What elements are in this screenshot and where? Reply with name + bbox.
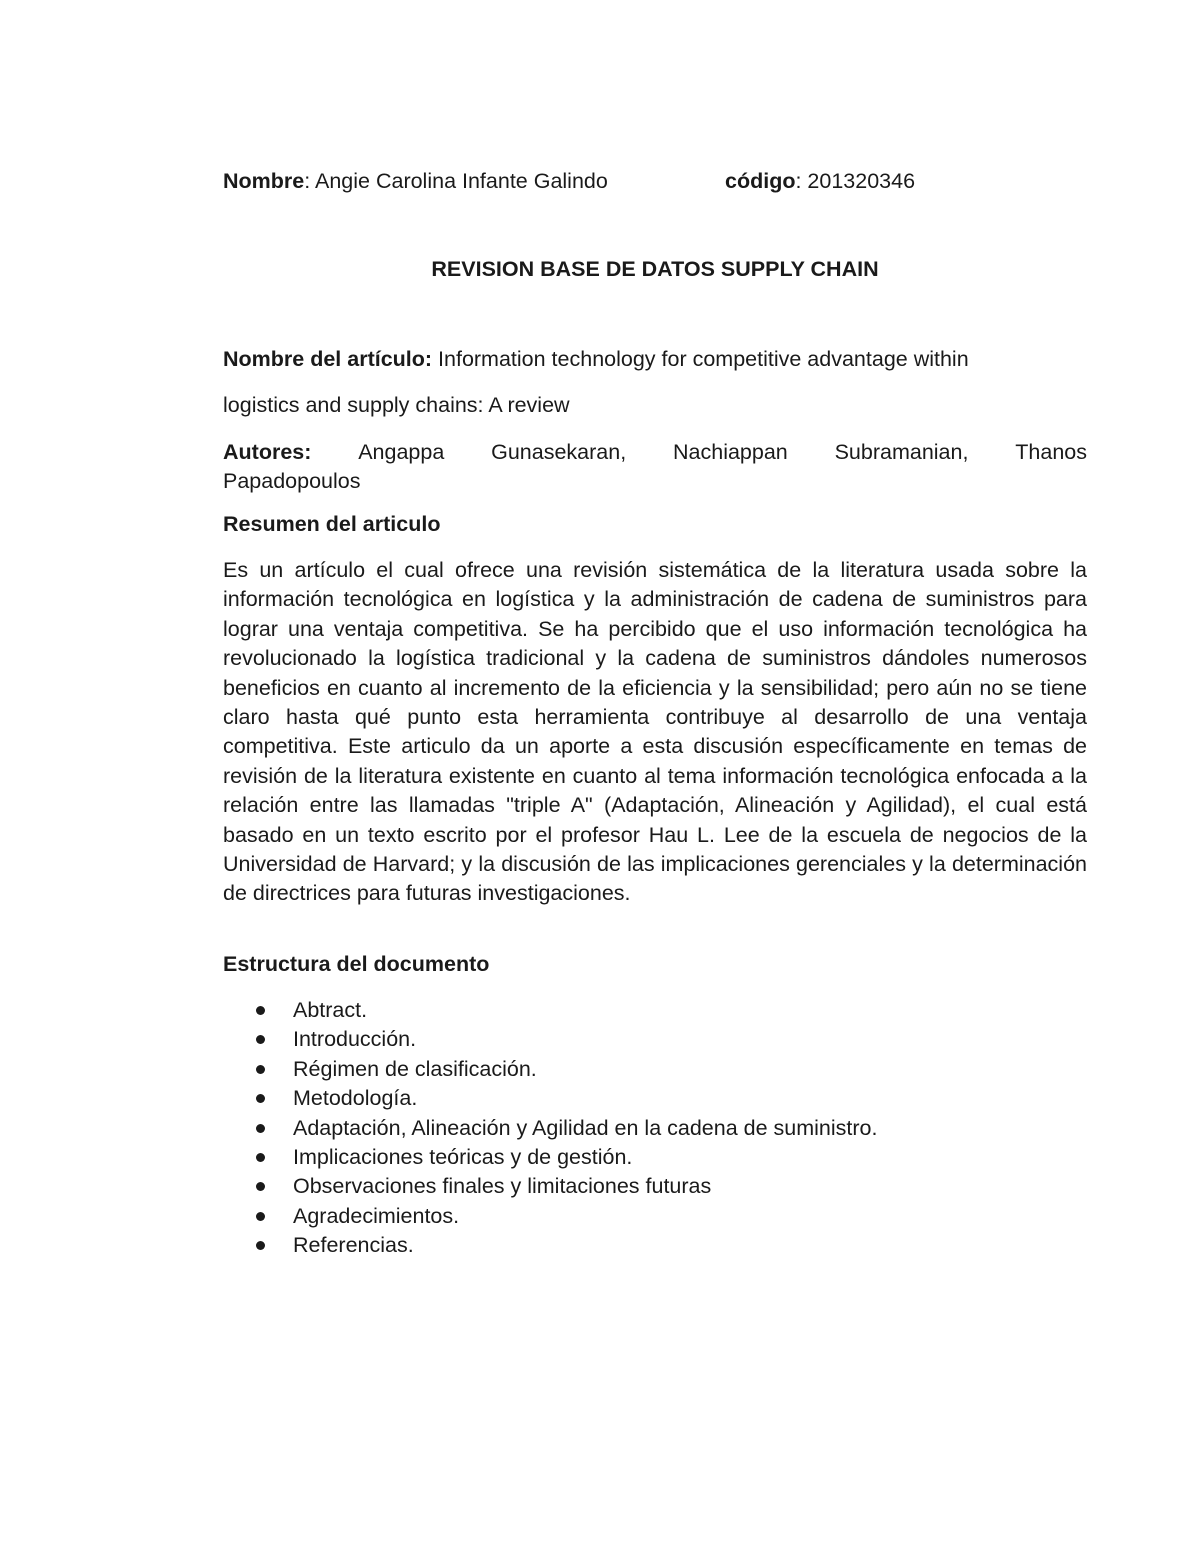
article-name-continued	[223, 393, 570, 418]
student-name	[223, 169, 608, 194]
article-name	[223, 347, 969, 372]
authors	[223, 438, 1087, 496]
document-page: Nombre: Angie Carolina Infante Galindo código: 201320346 REVISION BASE DE DATOS SUPPLY CHAIN Nombre del artículo: Information technology for competitive advantage within logistics and supply chains: A review Autores: Angappa Gunasekaran, Nachiappan Subramanian, Thanos Papadopoulos Resumen del articulo Es un artículo el cual ofrece una revisión sistemática de la literatura usada sobre la información tecnológica en logística y la administración de cadena de suministros para lograr una ventaja competitiva. Se ha percibido que el uso información tecnológica ha revolucionado la logística tradicional y la cadena de suministros dándoles numerosos beneficios en cuanto al incremento de la eficiencia y la sensibilidad; pero aún no se tiene claro hasta qué punto esta herramienta contribuye al desarrollo de una ventaja competitiva. Este articulo da un aporte a esta discusión específicamente en temas de revisión de la literatura existente en cuanto al tema información tecnológica enfocada a la relación entre las llamadas "triple A" (Adaptación, Alineación y Agilidad), el cual está basado en un texto escrito por el profesor Hau L. Lee de la escuela de negocios de la Universidad de Harvard; y la discusión de las implicaciones gerenciales y la determinación de directrices para futuras investigaciones. Estructura del documento Abtract. Introducción. Régimen de clasificación. Metodología. Adaptación, Alineación y Agilidad en la cadena de suministro. Implicaciones teóricas y de gestión. Observaciones finales y limitaciones futuras Agradecimientos. Referencias.	[0, 0, 1200, 1553]
bullet-icon	[256, 1241, 265, 1250]
bullet-icon	[256, 1006, 265, 1015]
author-word: Gunasekaran,	[491, 440, 627, 464]
bullet-icon	[256, 1124, 265, 1133]
authors-line1	[223, 438, 1087, 467]
summary-body: Es un artículo el cual ofrece una revisión sistemática de la literatura usada sobre la información tecnológica en logística y la administración de cadena de suministros para lograr una ventaja competitiva. Se ha percibido que el uso información tecnológica ha revolucionado la logística tradicional y la cadena de suministros dándoles numerosos beneficios en cuanto al incremento de la eficiencia y la sensibilidad; pero aún no se tiene claro hasta qué punto esta herramienta contribuye al desarrollo de una ventaja competitiva. Este articulo da un aporte a esta discusión específicamente en temas de revisión de la literatura existente en cuanto al tema información tecnológica enfocada a la relación entre las llamadas "triple A" (Adaptación, Alineación y Agilidad), el cual está basado en un texto escrito por el profesor Hau L. Lee de la escuela de negocios de la Universidad de Harvard; y la discusión de las implicaciones gerenciales y la determinación de directrices para futuras investigaciones.	[223, 558, 1087, 906]
author-word: Subramanian,	[834, 440, 969, 464]
name-label: Nombre	[223, 169, 305, 193]
student-code	[725, 169, 915, 194]
summary-heading: Resumen del articulo	[223, 512, 441, 536]
article-value-line1: Information technology for competitive advantage within	[432, 347, 969, 371]
document-title	[0, 257, 1200, 282]
bullet-icon	[256, 1212, 265, 1221]
bullet-icon	[256, 1035, 265, 1044]
author-word: Nachiappan	[673, 440, 788, 464]
article-label: Nombre del artículo:	[223, 347, 433, 371]
bullet-icon	[256, 1094, 265, 1103]
structure-heading: Estructura del documento	[223, 952, 490, 976]
author-word: Thanos	[1015, 440, 1087, 464]
authors-line2: Papadopoulos	[223, 469, 361, 493]
bullet-icon	[256, 1065, 265, 1074]
author-word: Angappa	[358, 440, 445, 464]
authors-label: Autores:	[223, 440, 312, 464]
code-label: código	[725, 169, 796, 193]
article-value-line2: logistics and supply chains: A review	[223, 393, 570, 417]
name-value: : Angie Carolina Infante Galindo	[304, 169, 608, 193]
bullet-icon	[256, 1182, 265, 1191]
document-title-text: REVISION BASE DE DATOS SUPPLY CHAIN	[431, 257, 879, 281]
bullet-icon	[256, 1153, 265, 1162]
code-value: : 201320346	[795, 169, 916, 193]
